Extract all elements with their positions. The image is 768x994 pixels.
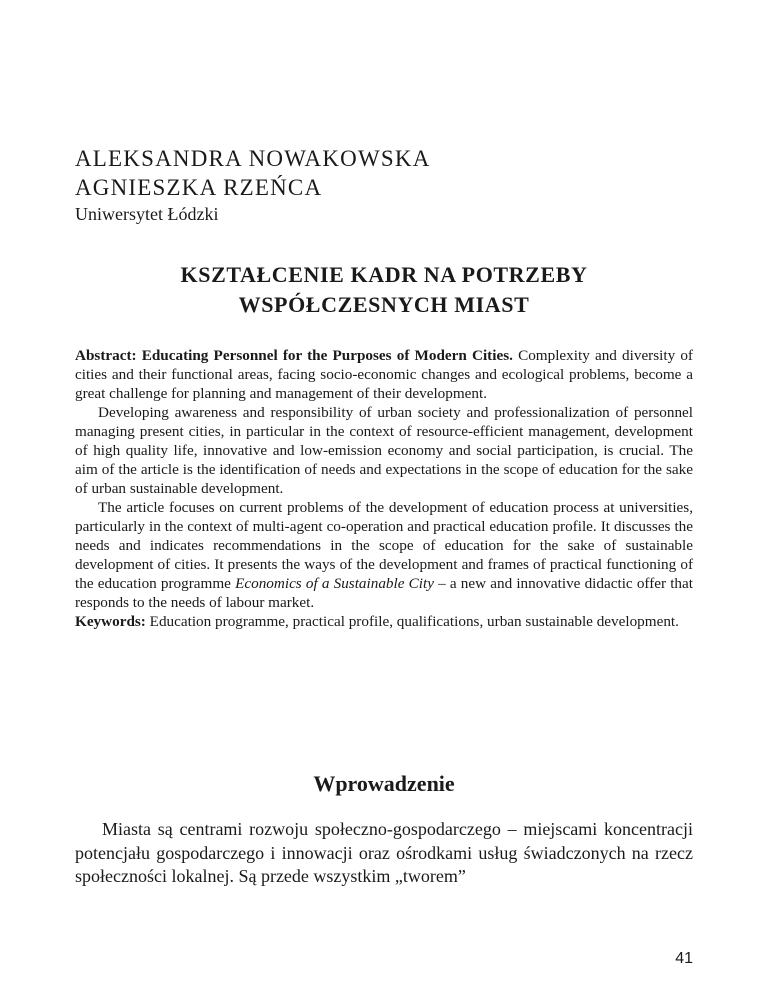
keywords-label: Keywords: [75,613,146,630]
article-page [75,0,693,994]
abstract-paragraph [75,498,693,612]
section-heading: Wprowadzenie [313,771,455,796]
abstract [75,346,693,631]
title-line: KSZTAŁCENIE KADR NA POTRZEBY [180,262,588,287]
keywords-text: Education programme, practical profile, qualifications, urban sustainable development. [145,613,679,630]
abstract-text: The article focuses on current problems of the development of education process at universities, particularly in the context of multi-agent co-operation and practical education profile. It discusses the needs and indicates recommendations in the scope of education for the sake of sustainable development of cities. It presents the ways of the development and frames of practical functioning of the education programme [75,499,693,592]
abstract-paragraph: Developing awareness and responsibility of urban society and professionalization of personnel managing present cities, in particular in the context of resource-efficient management, development of high quality life, innovative and low-emission economy and social participation, is crucial. The aim of the article is the identification of needs and expectations in the scope of education for the sake of urban sustainable development. [75,404,693,497]
title-line: WSPÓŁCZESNYCH MIAST [238,292,530,317]
page-number: 41 [675,950,693,967]
author-name: AGNIESZKA RZEŃCA [75,175,323,200]
body-paragraph: Miasta są centrami rozwoju społeczno-gospodarczego – miejscami koncentracji potencjału gospodarczego i innowacji oraz ośrodkami usług świadczonych na rzecz społeczności lokalnej. Są przede wszystkim „tworem” [75,819,693,887]
author-list [75,144,431,202]
abstract-paragraph [75,346,693,403]
author-name: ALEKSANDRA NOWAKOWSKA [75,146,431,171]
body-text [75,818,693,889]
abstract-text: – a new and innovative didactic offer that responds to the needs of labour market. [75,575,693,611]
article-title [75,260,693,320]
keywords [75,612,693,631]
affiliation: Uniwersytet Łódzki [75,204,219,224]
abstract-text: Complexity and diversity of cities and their functional areas, facing socio-economic changes and ecological problems, become a great challenge for planning and management of their development. [75,347,693,402]
abstract-label: Abstract: Educating Personnel for the Purposes of Modern Cities. [75,347,513,364]
programme-name: Economics of a Sustainable City [235,575,434,592]
